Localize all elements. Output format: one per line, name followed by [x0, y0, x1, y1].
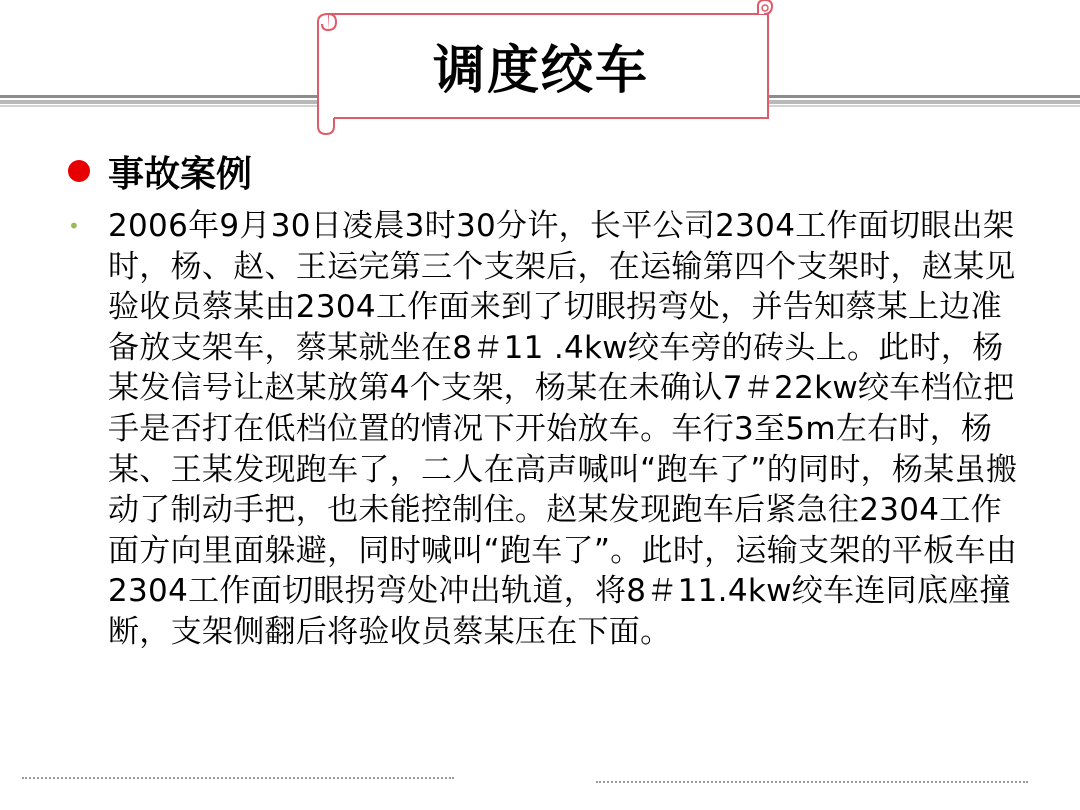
page-title: 调度绞车: [432, 41, 649, 101]
case-paragraph-block: [66, 206, 1026, 653]
case-paragraph: 2006年9月30日凌晨3时30分许，长平公司2304工作面切眼出架时，杨、赵、王运完第三个支架后，在运输第四个支架时，赵某见验收员蔡某由2304工作面来到了切眼拐弯处，并告知蔡某上边准备放支架车，蔡某就坐在8＃11 .4kw绞车旁的砖头上。此时，杨某发信号让赵某放第4个支架，杨某在未确认7＃22kw绞车档位把手是否打在低档位置的情况下开始放车。车行3至5m左右时，杨某、王某发现跑车了，二人在高声喊叫“跑车了”的同时，杨某虽搬动了制动手把，也未能控制住。赵某发现跑车后紧急往2304工作面方向里面躲避，同时喊叫“跑车了”。此时，运输支架的平板车由2304工作面切眼拐弯处冲出轨道，将8＃11.4kw绞车连同底座撞断，支架侧翻后将验收员蔡某压在下面。: [108, 208, 1018, 650]
title-scroll-banner: [306, 0, 776, 138]
small-dot-icon: •: [68, 214, 80, 238]
section-heading: [68, 146, 252, 196]
red-dot-icon: [68, 160, 90, 182]
footer-dotted-line-right: [596, 781, 1028, 783]
section-heading-label: 事故案例: [108, 153, 253, 195]
footer-dotted-line-left: [22, 777, 454, 779]
